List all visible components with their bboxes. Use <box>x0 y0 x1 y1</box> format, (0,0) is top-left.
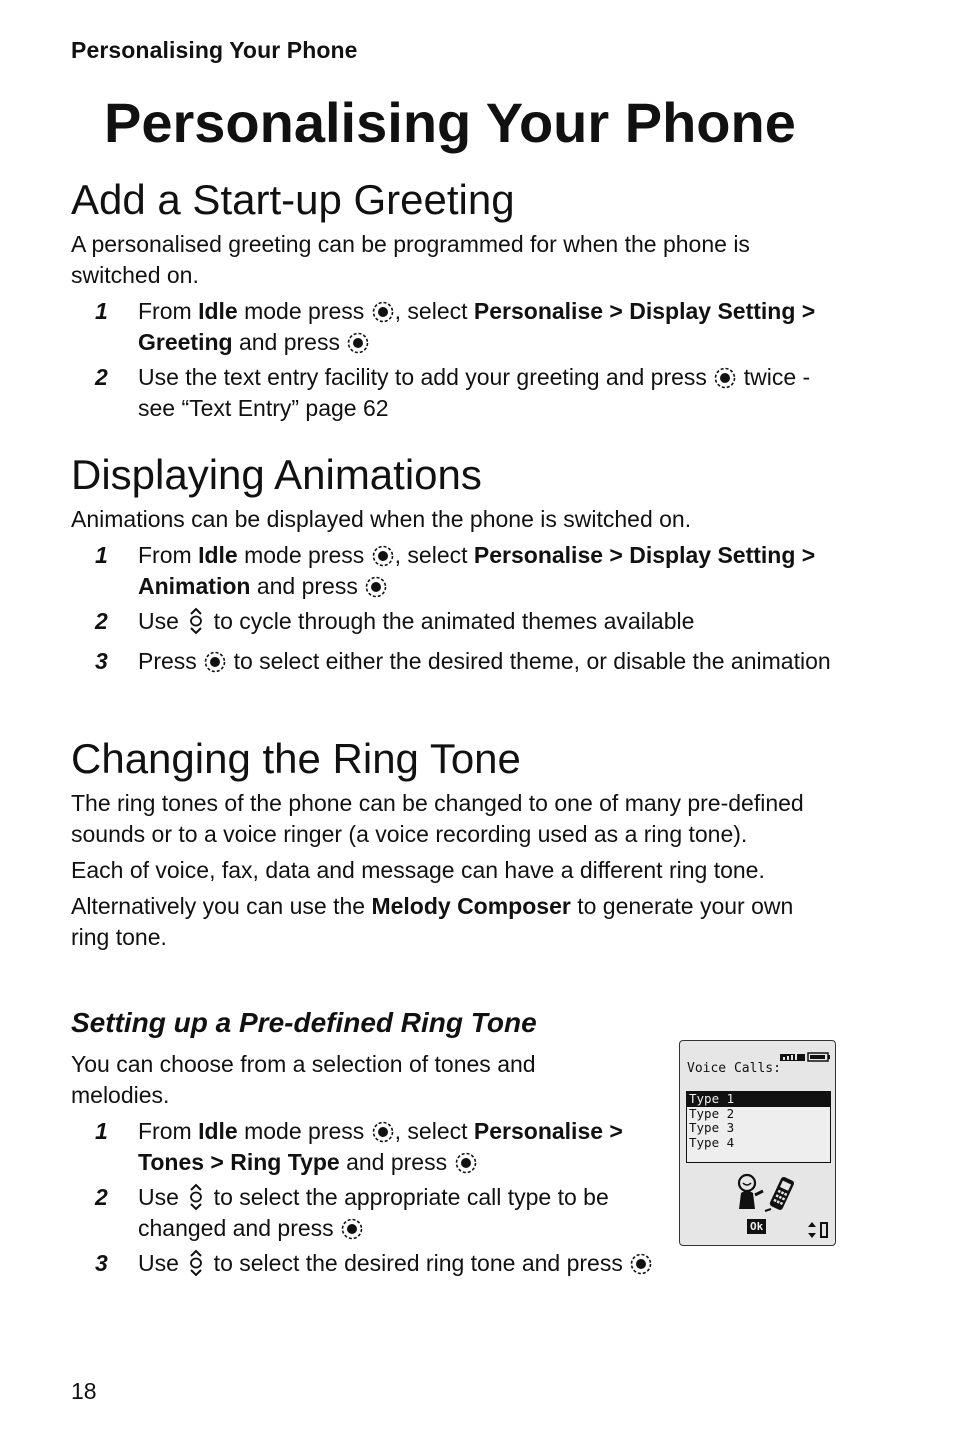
step-text: Use <box>138 1184 186 1210</box>
step-text: From <box>138 1118 199 1144</box>
section-predefined-ring-tone <box>71 1005 671 1279</box>
step-text: to select the desired ring tone and press <box>207 1250 630 1276</box>
section-intro: You can choose from a selection of tones and melodies. <box>71 1051 536 1108</box>
list-item <box>71 296 841 358</box>
step-text: and press <box>339 1149 454 1175</box>
step-number: 1 <box>95 298 108 324</box>
step-number: 2 <box>95 1184 108 1210</box>
status-bar <box>780 1047 830 1066</box>
step-number: 3 <box>95 1250 108 1276</box>
list-item <box>71 646 841 677</box>
step-bold: Idle <box>198 542 238 568</box>
phone-screen-illustration <box>679 1040 836 1246</box>
section-changing-ring-tone <box>71 734 841 953</box>
step-text: and press <box>232 329 347 355</box>
step-text: mode press <box>237 1118 371 1144</box>
running-header: Personalising Your Phone <box>71 37 358 63</box>
step-text: From <box>138 542 199 568</box>
paragraph <box>71 891 831 953</box>
page-number: 18 <box>71 1378 97 1404</box>
ringer-animation-icon <box>735 1171 799 1219</box>
page-title: Personalising Your Phone <box>104 91 796 154</box>
subsection-heading: Setting up a Pre-defined Ring Tone <box>71 1007 537 1038</box>
section-startup-greeting <box>71 175 841 424</box>
step-text: Use the text entry facility to add your greeting and press <box>138 364 714 390</box>
select-key-icon <box>204 651 226 673</box>
ring-type-list <box>686 1091 831 1163</box>
section-displaying-animations <box>71 450 841 677</box>
step-bold: Personalise > Tones > Ring Type <box>138 1118 623 1175</box>
list-item[interactable]: Type 4 <box>689 1134 735 1150</box>
select-key-icon <box>341 1218 363 1240</box>
select-key-icon <box>455 1152 477 1174</box>
navigation-arrows-icon <box>806 1219 830 1245</box>
step-list <box>71 540 841 677</box>
list-item[interactable]: Type 3 <box>689 1120 735 1135</box>
step-list <box>71 296 841 424</box>
list-item <box>71 1182 671 1244</box>
list-item <box>71 1248 671 1279</box>
step-number: 3 <box>95 648 108 674</box>
ok-softkey[interactable]: Ok <box>747 1219 766 1234</box>
step-number: 2 <box>95 608 108 634</box>
step-text: to select the appropriate call type to be changed and press <box>138 1184 609 1241</box>
step-text: , select <box>394 1118 474 1144</box>
list-item <box>71 362 841 424</box>
list-item <box>71 606 841 637</box>
step-text: to cycle through the animated themes available <box>207 608 695 634</box>
step-text: and press <box>250 573 365 599</box>
step-bold: Personalise > Display Setting > Greeting <box>138 298 816 355</box>
section-heading: Add a Start-up Greeting <box>71 176 515 223</box>
select-key-icon <box>372 301 394 323</box>
step-text: mode press <box>237 542 371 568</box>
step-bold: Idle <box>198 298 238 324</box>
step-text: , select <box>394 298 474 324</box>
paragraph: Each of voice, fax, data and message can have a different ring tone. <box>71 857 765 883</box>
section-heading: Displaying Animations <box>71 451 482 498</box>
paragraph-text: Alternatively you can use the <box>71 893 372 919</box>
list-item[interactable]: Type 2 <box>689 1105 735 1121</box>
signal-icon <box>780 1054 805 1061</box>
battery-icon <box>808 1053 830 1061</box>
step-text: From <box>138 298 199 324</box>
navigation-key-icon <box>188 1183 204 1211</box>
step-list <box>71 1116 671 1279</box>
select-key-icon <box>372 545 394 567</box>
step-text: , select <box>394 542 474 568</box>
step-text: Use <box>138 1250 186 1276</box>
select-key-icon <box>365 576 387 598</box>
paragraph-text: to generate your own ring tone. <box>71 893 794 950</box>
step-number: 1 <box>95 1118 108 1144</box>
list-item <box>71 540 841 602</box>
step-text: twice - see “Text Entry” page 62 <box>138 364 811 421</box>
paragraph: The ring tones of the phone can be changed to one of many pre-defined sounds or to a voice ringer (a voice recording used as a ring tone). <box>71 790 804 847</box>
section-intro: Animations can be displayed when the phone is switched on. <box>71 506 692 532</box>
step-text: to select either the desired theme, or disable the animation <box>227 648 831 674</box>
select-key-icon <box>630 1253 652 1275</box>
section-heading: Changing the Ring Tone <box>71 735 521 782</box>
step-bold: Idle <box>198 1118 238 1144</box>
screen-title: Voice Calls: <box>687 1061 781 1076</box>
list-item-selected[interactable]: Type 1 <box>687 1092 830 1107</box>
select-key-icon <box>347 332 369 354</box>
navigation-key-icon <box>188 607 204 635</box>
paragraph-bold: Melody Composer <box>371 893 571 919</box>
step-number: 1 <box>95 542 108 568</box>
step-text: mode press <box>237 298 371 324</box>
step-number: 2 <box>95 364 108 390</box>
list-item <box>71 1116 671 1178</box>
step-text: Press <box>138 648 204 674</box>
step-text: Use <box>138 608 186 634</box>
select-key-icon <box>714 367 736 389</box>
select-key-icon <box>372 1121 394 1143</box>
section-intro: A personalised greeting can be programmed for when the phone is switched on. <box>71 231 750 288</box>
navigation-key-icon <box>188 1249 204 1277</box>
step-bold: Personalise > Display Setting > Animation <box>138 542 816 599</box>
